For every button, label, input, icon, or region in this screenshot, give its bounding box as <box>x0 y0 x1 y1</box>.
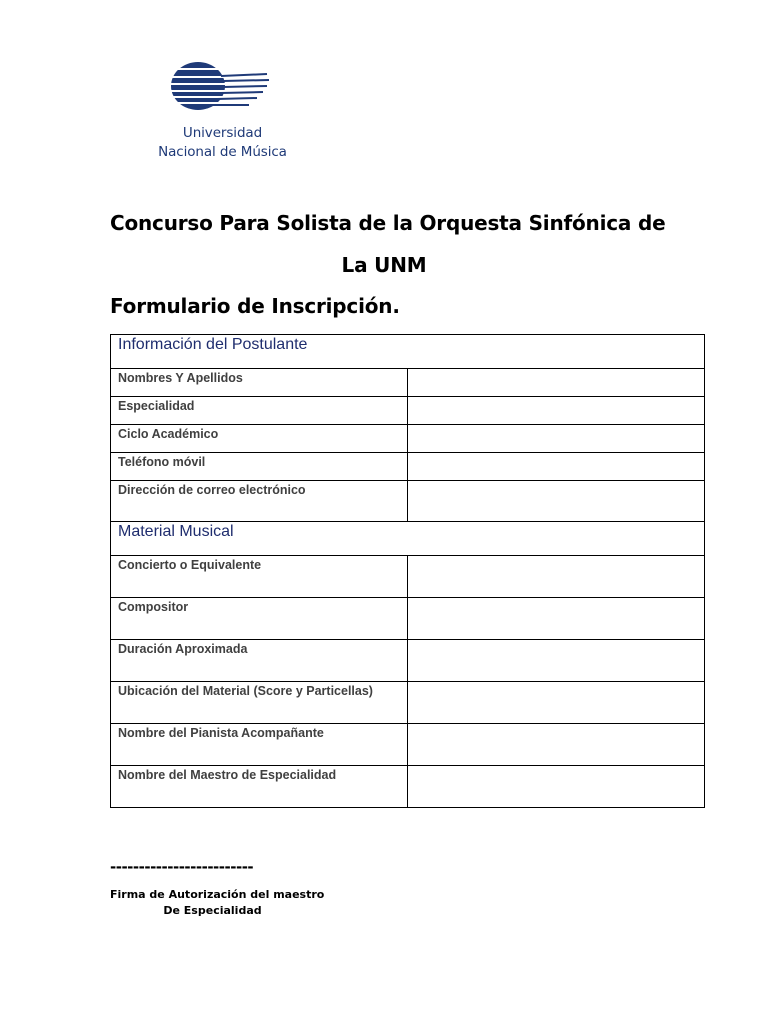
page-title: Concurso Para Solista de la Orquesta Sinfónica de <box>110 211 666 235</box>
logo-line-1: Universidad <box>182 125 263 141</box>
field-label-cell <box>111 766 408 808</box>
field-label: Concierto o Equivalente <box>118 558 262 572</box>
field-label-cell <box>111 556 408 598</box>
university-logo <box>135 62 310 162</box>
field-input-names[interactable] <box>408 369 705 397</box>
field-input-concerto[interactable] <box>408 556 705 598</box>
field-label: Ciclo Académico <box>118 427 219 441</box>
section-header-musical-material <box>111 522 705 556</box>
field-label: Dirección de correo electrónico <box>118 483 306 497</box>
field-label-cell <box>111 369 408 397</box>
university-logo-icon <box>171 62 271 114</box>
field-label-cell <box>111 481 408 522</box>
field-label-cell <box>111 397 408 425</box>
field-label: Duración Aproximada <box>118 642 248 656</box>
registration-form-table <box>110 334 705 808</box>
field-input-mobile-phone[interactable] <box>408 453 705 481</box>
field-input-pianist[interactable] <box>408 724 705 766</box>
field-input-email[interactable] <box>408 481 705 522</box>
logo-line-2: Nacional de Música <box>158 144 287 160</box>
signature-line: ------------------------- <box>110 858 254 876</box>
signature-label-line-2: De Especialidad <box>163 904 262 917</box>
field-label: Nombre del Pianista Acompañante <box>118 726 324 740</box>
field-label: Compositor <box>118 600 189 614</box>
field-label-cell <box>111 425 408 453</box>
field-input-academic-cycle[interactable] <box>408 425 705 453</box>
section-header-applicant <box>111 335 705 369</box>
field-label-cell <box>111 453 408 481</box>
signature-label-line-1: Firma de Autorización del maestro <box>110 888 325 901</box>
field-label: Nombres Y Apellidos <box>118 371 243 385</box>
field-label: Especialidad <box>118 399 195 413</box>
page-title-continued: La UNM <box>341 253 427 277</box>
field-label: Nombre del Maestro de Especialidad <box>118 768 337 782</box>
signature-label <box>110 887 325 919</box>
field-label: Teléfono móvil <box>118 455 206 469</box>
field-input-composer[interactable] <box>408 598 705 640</box>
section-title: Material Musical <box>118 523 234 540</box>
field-label-cell <box>111 640 408 682</box>
field-label: Ubicación del Material (Score y Particellas) <box>118 684 373 698</box>
field-input-duration[interactable] <box>408 640 705 682</box>
section-title: Información del Postulante <box>118 336 308 353</box>
field-input-specialty[interactable] <box>408 397 705 425</box>
field-label-cell <box>111 682 408 724</box>
form-title: Formulario de Inscripción. <box>110 294 400 318</box>
field-label-cell <box>111 724 408 766</box>
field-label-cell <box>111 598 408 640</box>
field-input-teacher[interactable] <box>408 766 705 808</box>
field-input-material-location[interactable] <box>408 682 705 724</box>
